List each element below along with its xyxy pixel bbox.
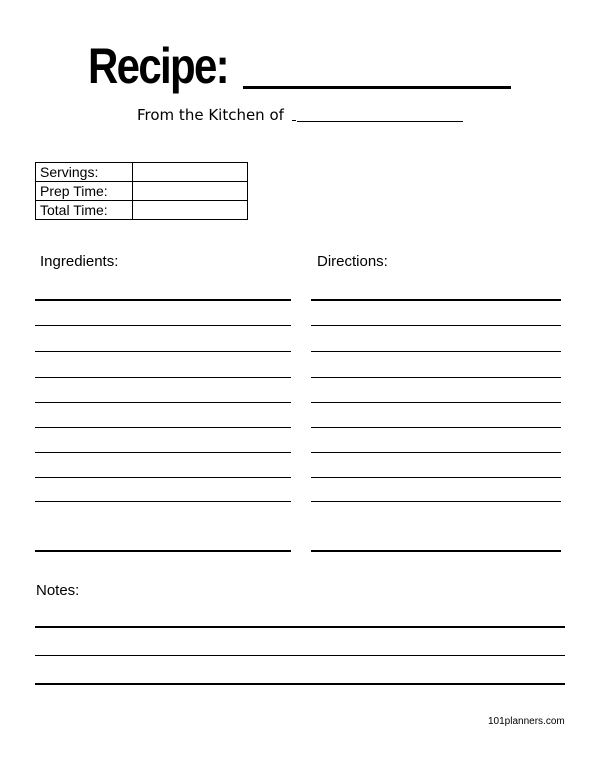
ingredient-line[interactable] <box>35 299 291 301</box>
ingredient-line[interactable] <box>35 351 291 352</box>
note-line[interactable] <box>35 655 565 656</box>
ingredient-line[interactable] <box>35 477 291 478</box>
direction-line[interactable] <box>311 377 561 378</box>
info-label: Prep Time: <box>36 182 133 201</box>
direction-line[interactable] <box>311 351 561 352</box>
ingredient-line[interactable] <box>35 402 291 403</box>
ingredient-line[interactable] <box>35 452 291 453</box>
ingredient-line[interactable] <box>35 377 291 378</box>
prep-time-field[interactable] <box>133 182 248 201</box>
note-line[interactable] <box>35 683 565 685</box>
ingredient-line[interactable] <box>35 501 291 502</box>
direction-line[interactable] <box>311 299 561 301</box>
page-title: Recipe: <box>88 38 228 94</box>
notes-heading: Notes: <box>36 582 80 599</box>
info-label: Total Time: <box>36 201 133 220</box>
direction-line[interactable] <box>311 402 561 403</box>
site-footer: 101planners.com <box>488 716 565 727</box>
servings-field[interactable] <box>133 163 248 182</box>
recipe-name-line[interactable] <box>243 86 511 89</box>
kitchen-name-dash <box>292 120 296 121</box>
direction-line[interactable] <box>311 427 561 428</box>
direction-line[interactable] <box>311 550 561 552</box>
info-row-prep-time <box>36 182 248 201</box>
ingredient-line[interactable] <box>35 427 291 428</box>
ingredients-heading: Ingredients: <box>40 253 119 270</box>
direction-line[interactable] <box>311 501 561 502</box>
directions-heading: Directions: <box>317 253 388 270</box>
direction-line[interactable] <box>311 477 561 478</box>
direction-line[interactable] <box>311 452 561 453</box>
info-label: Servings: <box>36 163 133 182</box>
direction-line[interactable] <box>311 325 561 326</box>
ingredient-line[interactable] <box>35 325 291 326</box>
recipe-info-table <box>35 162 248 220</box>
kitchen-name-line[interactable] <box>297 121 463 122</box>
from-kitchen-label: From the Kitchen of <box>137 106 284 124</box>
note-line[interactable] <box>35 626 565 628</box>
total-time-field[interactable] <box>133 201 248 220</box>
info-row-servings <box>36 163 248 182</box>
ingredient-line[interactable] <box>35 550 291 552</box>
info-row-total-time <box>36 201 248 220</box>
